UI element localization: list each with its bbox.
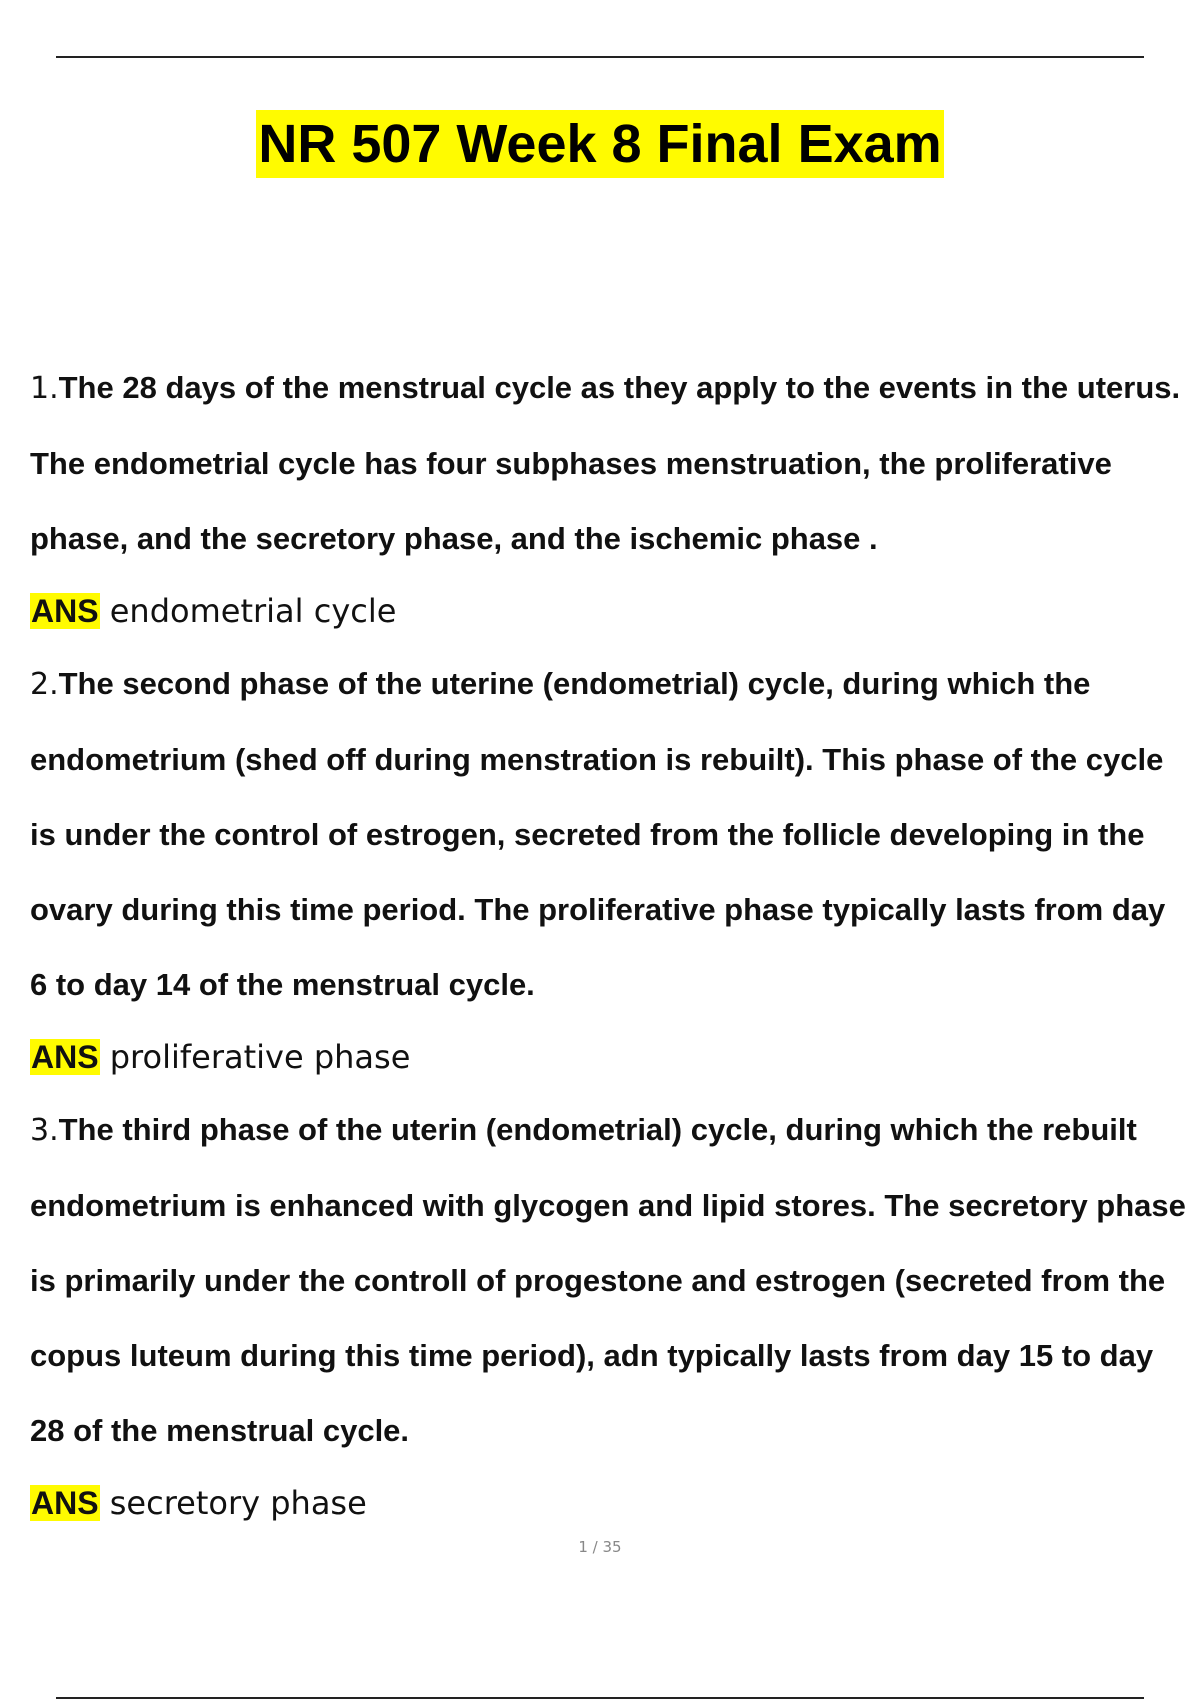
question-item — [30, 350, 1190, 646]
top-divider — [56, 56, 1144, 58]
question-text-block — [30, 350, 1190, 576]
question-text: The 28 days of the menstrual cycle as they apply to the events in the uterus. The endometrial cycle has four subphases menstruation, the proliferative phase, and the secretory phase, and the ischemic phase . — [30, 370, 1181, 556]
answer-label: ANS — [31, 593, 99, 629]
title-container — [0, 110, 1200, 178]
question-text-block — [30, 1092, 1190, 1468]
answer-label: ANS — [31, 1485, 99, 1521]
answer-line — [30, 1022, 1190, 1092]
question-text: The third phase of the uterin (endometrial) cycle, during which the rebuilt endometrium is enhanced with glycogen and lipid stores. The secretory phase is primarily under the controll of progestone and estrogen (secreted from the copus luteum during this time period), adn typically lasts from day 15 to day 28 of the menstrual cycle. — [30, 1112, 1186, 1448]
answer-line — [30, 1468, 1190, 1538]
question-item — [30, 646, 1190, 1092]
question-number: 1. — [30, 371, 59, 406]
question-number: 3. — [30, 1113, 59, 1148]
document-title: NR 507 Week 8 Final Exam — [256, 110, 943, 178]
question-number: 2. — [30, 667, 59, 702]
answer-line — [30, 576, 1190, 646]
question-text: The second phase of the uterine (endometrial) cycle, during which the endometrium (shed off during menstration is rebuilt). This phase of the cycle is under the control of estrogen, secreted from the follicle developing in the ovary during this time period. The proliferative phase typically lasts from day 6 to day 14 of the menstrual cycle. — [30, 666, 1166, 1002]
question-item — [30, 1092, 1190, 1538]
answer-text: secretory phase — [109, 1484, 367, 1522]
answer-text: proliferative phase — [109, 1038, 411, 1076]
question-list — [30, 350, 1190, 1538]
question-text-block — [30, 646, 1190, 1022]
answer-label: ANS — [31, 1039, 99, 1075]
bottom-divider — [56, 1697, 1144, 1699]
answer-text: endometrial cycle — [109, 592, 397, 630]
page-number: 1 / 35 — [578, 1538, 622, 1556]
